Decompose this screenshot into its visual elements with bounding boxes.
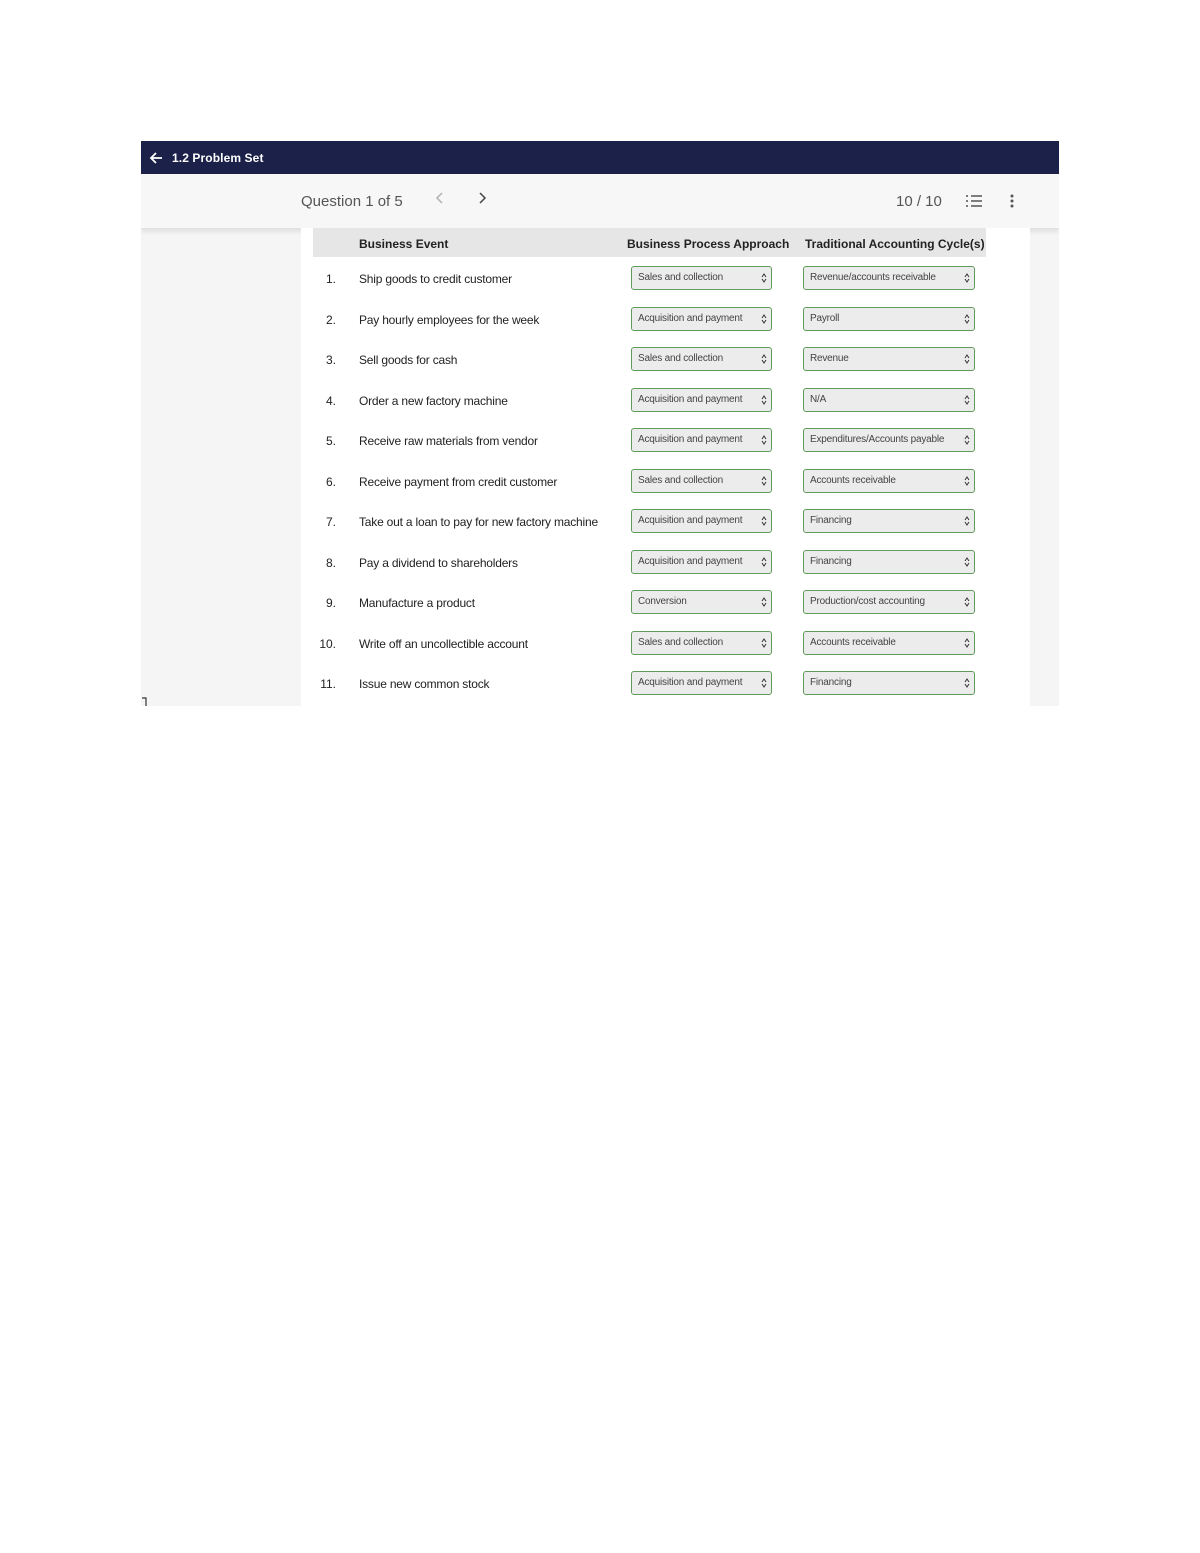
top-bar <box>141 141 1059 174</box>
table-row <box>313 462 986 502</box>
column-header-process: Business Process Approach <box>627 237 790 251</box>
row-number: 9. <box>325 596 336 610</box>
table-row <box>313 340 986 380</box>
select-caret-icon <box>964 434 970 446</box>
process-approach-value: Acquisition and payment <box>638 393 743 405</box>
row-number: 11. <box>320 677 336 691</box>
accounting-cycle-value: Financing <box>810 677 852 688</box>
accounting-cycle-value: Financing <box>810 515 852 526</box>
select-caret-icon <box>761 677 767 689</box>
process-approach-value: Acquisition and payment <box>638 677 743 688</box>
table-row <box>313 624 986 664</box>
select-caret-icon <box>761 353 767 365</box>
chevron-right-icon[interactable] <box>477 190 487 210</box>
accounting-cycle-select[interactable] <box>803 469 975 493</box>
more-vertical-icon[interactable] <box>1009 193 1015 209</box>
select-caret-icon <box>761 434 767 446</box>
select-caret-icon <box>964 475 970 487</box>
row-number: 3. <box>325 353 336 367</box>
process-approach-value: Sales and collection <box>638 353 723 364</box>
process-approach-select[interactable] <box>631 307 772 331</box>
table-row <box>313 583 986 623</box>
table-row <box>313 300 986 340</box>
process-approach-select[interactable] <box>631 590 772 614</box>
business-event: Take out a loan to pay for new factory machine <box>359 515 598 529</box>
select-caret-icon <box>761 313 767 325</box>
accounting-cycle-select[interactable] <box>803 509 975 533</box>
accounting-cycle-select[interactable] <box>803 347 975 371</box>
business-event: Manufacture a product <box>359 596 475 610</box>
business-event: Ship goods to credit customer <box>359 272 512 286</box>
accounting-cycle-value: Financing <box>810 555 852 567</box>
page-corner-mark <box>141 697 149 707</box>
process-approach-select[interactable] <box>631 428 772 452</box>
question-nav-bar <box>141 174 1059 229</box>
select-caret-icon <box>761 637 767 649</box>
table-row <box>313 664 986 704</box>
select-caret-icon <box>761 596 767 608</box>
accounting-cycle-value: Expenditures/Accounts payable <box>810 434 945 445</box>
question-content <box>301 228 1030 706</box>
process-approach-select[interactable] <box>631 388 772 412</box>
select-caret-icon <box>964 313 970 325</box>
accounting-cycle-value: Accounts receivable <box>810 474 896 486</box>
column-header-event: Business Event <box>359 237 449 251</box>
business-event: Issue new common stock <box>359 677 490 691</box>
business-event: Pay a dividend to shareholders <box>359 555 518 570</box>
process-approach-select[interactable] <box>631 509 772 533</box>
chevron-left-icon[interactable] <box>435 190 445 210</box>
select-caret-icon <box>761 394 767 406</box>
table-header <box>313 228 986 257</box>
table-row <box>313 259 986 299</box>
process-approach-value: Sales and collection <box>638 636 723 648</box>
accounting-cycle-select[interactable] <box>803 631 975 655</box>
select-caret-icon <box>964 272 970 284</box>
accounting-cycle-select[interactable] <box>803 307 975 331</box>
accounting-cycle-select[interactable] <box>803 428 975 452</box>
business-event: Pay hourly employees for the week <box>359 312 540 327</box>
question-counter: Question 1 of 5 <box>301 193 403 210</box>
app-screenshot <box>141 141 1059 706</box>
business-event: Receive raw materials from vendor <box>359 434 538 448</box>
business-event: Receive payment from credit customer <box>359 474 558 489</box>
row-number: 5. <box>325 434 336 448</box>
process-approach-value: Acquisition and payment <box>638 434 743 445</box>
select-caret-icon <box>964 556 970 568</box>
process-approach-value: Acquisition and payment <box>638 515 743 526</box>
accounting-cycle-value: N/A <box>810 393 827 405</box>
process-approach-value: Sales and collection <box>638 474 723 486</box>
select-caret-icon <box>761 272 767 284</box>
accounting-cycle-value: Revenue/accounts receivable <box>810 272 936 283</box>
row-number: 10. <box>319 636 336 651</box>
business-event: Sell goods for cash <box>359 353 458 367</box>
process-approach-value: Acquisition and payment <box>638 312 743 324</box>
column-header-cycle: Traditional Accounting Cycle(s) <box>805 237 985 251</box>
process-approach-value: Sales and collection <box>638 272 723 283</box>
page-title: 1.2 Problem Set <box>172 150 264 165</box>
process-approach-select[interactable] <box>631 469 772 493</box>
accounting-cycle-value: Revenue <box>810 353 849 364</box>
row-number: 1. <box>325 272 336 286</box>
table-row <box>313 543 986 583</box>
table-row <box>313 421 986 461</box>
row-number: 2. <box>325 312 336 327</box>
select-caret-icon <box>964 637 970 649</box>
select-caret-icon <box>761 515 767 527</box>
accounting-cycle-value: Accounts receivable <box>810 636 896 648</box>
select-caret-icon <box>964 353 970 365</box>
score-display: 10 / 10 <box>896 193 942 210</box>
accounting-cycle-value: Production/cost accounting <box>810 596 925 607</box>
accounting-cycle-select[interactable] <box>803 266 975 290</box>
accounting-cycle-select[interactable] <box>803 590 975 614</box>
process-approach-select[interactable] <box>631 671 772 695</box>
accounting-cycle-select[interactable] <box>803 550 975 574</box>
row-number: 6. <box>325 474 336 489</box>
process-approach-value: Acquisition and payment <box>638 555 743 567</box>
select-caret-icon <box>761 556 767 568</box>
table-row <box>313 381 986 421</box>
process-approach-select[interactable] <box>631 347 772 371</box>
select-caret-icon <box>964 677 970 689</box>
process-approach-select[interactable] <box>631 266 772 290</box>
select-caret-icon <box>964 515 970 527</box>
row-number: 4. <box>325 393 336 408</box>
select-caret-icon <box>964 394 970 406</box>
process-approach-select[interactable] <box>631 631 772 655</box>
accounting-cycle-select[interactable] <box>803 388 975 412</box>
accounting-cycle-select[interactable] <box>803 671 975 695</box>
arrow-left-icon[interactable] <box>149 151 163 165</box>
select-caret-icon <box>761 475 767 487</box>
table-row <box>313 502 986 542</box>
business-event: Order a new factory machine <box>359 393 508 408</box>
select-caret-icon <box>964 596 970 608</box>
accounting-cycle-value: Payroll <box>810 312 840 324</box>
process-approach-select[interactable] <box>631 550 772 574</box>
process-approach-value: Conversion <box>638 596 687 607</box>
list-icon[interactable] <box>965 193 983 209</box>
row-number: 7. <box>325 515 336 529</box>
business-event: Write off an uncollectible account <box>359 636 528 651</box>
row-number: 8. <box>325 555 336 570</box>
